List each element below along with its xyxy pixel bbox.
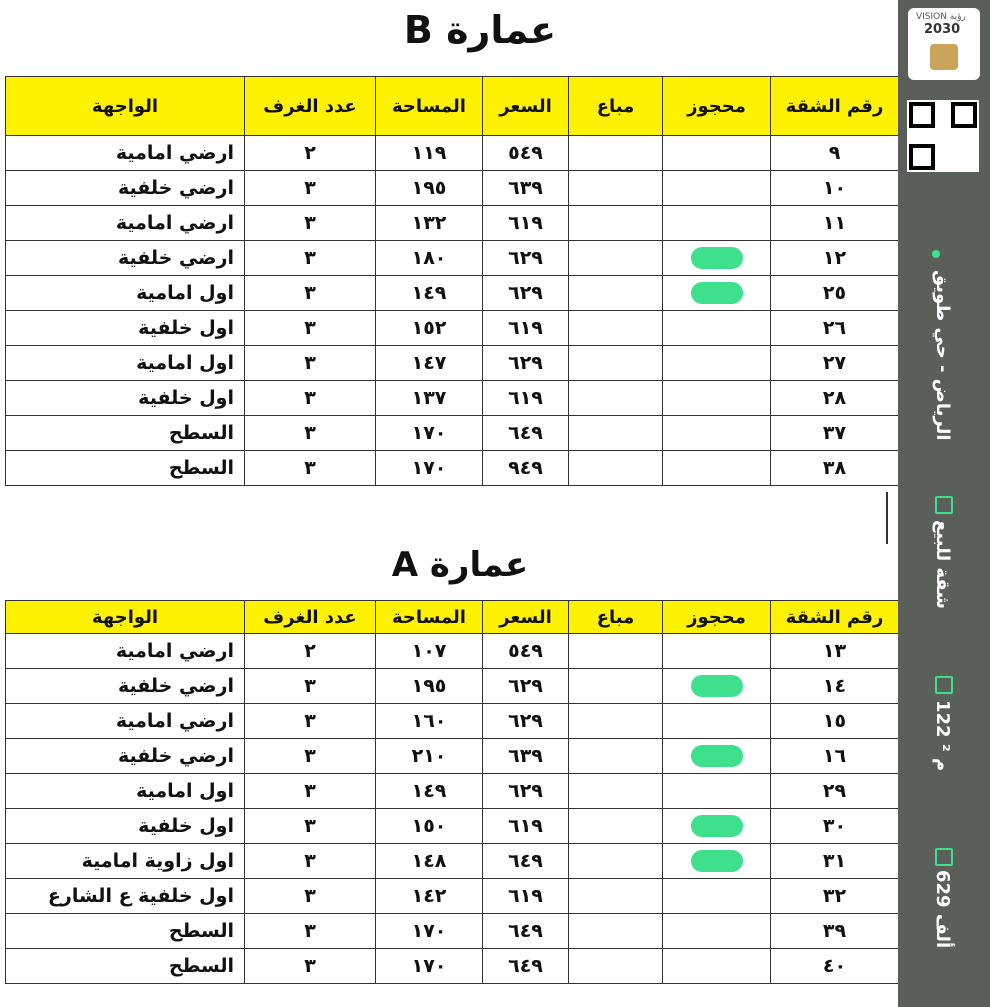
price-cell: ٦١٩ (483, 311, 569, 346)
sold-cell (569, 774, 663, 809)
rooms-cell: ٢ (245, 136, 376, 171)
area-cell: ١٣٧ (376, 381, 483, 416)
rooms-cell: ٣ (245, 276, 376, 311)
rooms-cell: ٣ (245, 704, 376, 739)
price-cell: ٦٢٩ (483, 669, 569, 704)
reserved-cell (663, 879, 771, 914)
price-cell: ٦١٩ (483, 206, 569, 241)
reserved-cell (663, 949, 771, 984)
sold-cell (569, 914, 663, 949)
apt-number-cell: ١٢ (771, 241, 899, 276)
table-header-row (6, 601, 899, 634)
reserved-cell (663, 206, 771, 241)
price-cell: ٦٣٩ (483, 171, 569, 206)
col-area: المساحة (376, 77, 483, 136)
rooms-cell: ٣ (245, 241, 376, 276)
building-b-table (5, 76, 899, 486)
reserved-cell (663, 844, 771, 879)
rooms-cell: ٣ (245, 206, 376, 241)
price-cell: ٦٢٩ (483, 774, 569, 809)
rooms-cell: ٣ (245, 416, 376, 451)
apt-number-cell: ٣٠ (771, 809, 899, 844)
price-cell: ٥٤٩ (483, 136, 569, 171)
location-label: الرياض - حي طويق (932, 270, 953, 441)
rooms-cell: ٣ (245, 949, 376, 984)
area-cell: ١٤٢ (376, 879, 483, 914)
table-row (6, 634, 899, 669)
area-icon (935, 676, 953, 694)
table-row (6, 416, 899, 451)
table-row (6, 879, 899, 914)
sold-cell (569, 311, 663, 346)
area-cell: ٢١٠ (376, 739, 483, 774)
col-area: المساحة (376, 601, 483, 634)
reserved-cell (663, 634, 771, 669)
apt-number-cell: ١٤ (771, 669, 899, 704)
reserved-cell (663, 739, 771, 774)
facade-cell: اول امامية (6, 774, 245, 809)
facade-cell: ارضي خلفية (6, 241, 245, 276)
table-row (6, 311, 899, 346)
table-row (6, 346, 899, 381)
table-row (6, 774, 899, 809)
area-cell: ١٣٢ (376, 206, 483, 241)
apt-number-cell: ٩ (771, 136, 899, 171)
reserved-cell (663, 136, 771, 171)
building-a-title: عمارة A (391, 545, 529, 585)
price-cell: ٦٤٩ (483, 416, 569, 451)
price-cell: ٦٤٩ (483, 949, 569, 984)
area-cell: ١٤٩ (376, 774, 483, 809)
area-cell: ١٧٠ (376, 451, 483, 486)
rooms-cell: ٣ (245, 739, 376, 774)
apt-number-cell: ٣١ (771, 844, 899, 879)
sold-cell (569, 416, 663, 451)
rooms-cell: ٢ (245, 634, 376, 669)
facade-cell: السطح (6, 416, 245, 451)
table-row (6, 809, 899, 844)
table-header-row (6, 77, 899, 136)
price-cell: ٦٤٩ (483, 914, 569, 949)
facade-cell: اول امامية (6, 346, 245, 381)
area-cell: ١٤٧ (376, 346, 483, 381)
area-cell: ١٥٢ (376, 311, 483, 346)
price-cell: ٦٣٩ (483, 739, 569, 774)
logo-vision-text: VISION رؤية (916, 12, 966, 22)
building-b-title: عمارة B (403, 8, 557, 52)
rooms-cell: ٣ (245, 844, 376, 879)
apt-number-cell: ٢٩ (771, 774, 899, 809)
price-tag-icon (935, 848, 953, 866)
table-row (6, 381, 899, 416)
price-cell: ٥٤٩ (483, 634, 569, 669)
price-cell: ٦٢٩ (483, 276, 569, 311)
rooms-cell: ٣ (245, 171, 376, 206)
rooms-cell: ٣ (245, 914, 376, 949)
reserved-cell (663, 669, 771, 704)
sold-cell (569, 276, 663, 311)
apt-number-cell: ٣٨ (771, 451, 899, 486)
reserved-cell (663, 451, 771, 486)
apt-number-cell: ٢٧ (771, 346, 899, 381)
col-price: السعر (483, 77, 569, 136)
col-sold: مباع (569, 601, 663, 634)
facade-cell: اول خلفية (6, 809, 245, 844)
reserved-marker-icon (691, 815, 743, 837)
facade-cell: ارضي امامية (6, 206, 245, 241)
price-cell: ٦٢٩ (483, 704, 569, 739)
reserved-marker-icon (691, 247, 743, 269)
sold-cell (569, 381, 663, 416)
reserved-cell (663, 346, 771, 381)
reserved-cell (663, 276, 771, 311)
area-cell: ١١٩ (376, 136, 483, 171)
table-row (6, 451, 899, 486)
apt-number-cell: ٣٩ (771, 914, 899, 949)
rooms-cell: ٣ (245, 879, 376, 914)
vision-2030-logo (908, 8, 980, 80)
facade-cell: اول خلفية ع الشارع (6, 879, 245, 914)
price-cell: ٦٢٩ (483, 346, 569, 381)
facade-cell: ارضي خلفية (6, 669, 245, 704)
col-price: السعر (483, 601, 569, 634)
rooms-cell: ٣ (245, 774, 376, 809)
reserved-cell (663, 241, 771, 276)
sold-cell (569, 739, 663, 774)
table-row (6, 241, 899, 276)
facade-cell: ارضي خلفية (6, 171, 245, 206)
sold-cell (569, 241, 663, 276)
col-facade: الواجهة (6, 77, 245, 136)
location-pin-icon (932, 250, 940, 258)
rooms-cell: ٣ (245, 809, 376, 844)
facade-cell: اول زاوية امامية (6, 844, 245, 879)
facade-cell: السطح (6, 949, 245, 984)
table-row (6, 949, 899, 984)
facade-cell: ارضي امامية (6, 634, 245, 669)
sold-cell (569, 844, 663, 879)
price-cell: ٦٢٩ (483, 241, 569, 276)
apt-number-cell: ٢٦ (771, 311, 899, 346)
sold-cell (569, 206, 663, 241)
reserved-cell (663, 809, 771, 844)
area-cell: ١٧٠ (376, 949, 483, 984)
area-cell: ١٦٠ (376, 704, 483, 739)
price-cell: ٦١٩ (483, 809, 569, 844)
building-a-table (5, 600, 899, 984)
property-type-label: شقة للبيع (932, 520, 953, 609)
area-cell: ١٧٠ (376, 914, 483, 949)
rooms-cell: ٣ (245, 346, 376, 381)
reserved-marker-icon (691, 675, 743, 697)
emblem-icon (930, 44, 958, 70)
facade-cell: السطح (6, 451, 245, 486)
reserved-cell (663, 774, 771, 809)
table-row (6, 136, 899, 171)
apt-number-cell: ١١ (771, 206, 899, 241)
sold-cell (569, 669, 663, 704)
price-cell: ٦١٩ (483, 879, 569, 914)
sold-cell (569, 171, 663, 206)
reserved-cell (663, 171, 771, 206)
sold-cell (569, 879, 663, 914)
sold-cell (569, 346, 663, 381)
apt-number-cell: ١٠ (771, 171, 899, 206)
col-rooms: عدد الغرف (245, 77, 376, 136)
qr-code-icon[interactable] (907, 100, 979, 172)
area-cell: ١٤٩ (376, 276, 483, 311)
col-rooms: عدد الغرف (245, 601, 376, 634)
reserved-cell (663, 416, 771, 451)
apt-number-cell: ١٥ (771, 704, 899, 739)
col-reserved: محجوز (663, 601, 771, 634)
apt-number-cell: ٢٥ (771, 276, 899, 311)
area-label: 122 م ² (932, 700, 953, 772)
reserved-cell (663, 704, 771, 739)
facade-cell: اول خلفية (6, 381, 245, 416)
col-sold: مباع (569, 77, 663, 136)
area-cell: ١٧٠ (376, 416, 483, 451)
reserved-cell (663, 914, 771, 949)
col-apt-number: رقم الشقة (771, 601, 899, 634)
rooms-cell: ٣ (245, 381, 376, 416)
apt-number-cell: ١٦ (771, 739, 899, 774)
rooms-cell: ٣ (245, 451, 376, 486)
facade-cell: ارضي امامية (6, 704, 245, 739)
facade-cell: اول خلفية (6, 311, 245, 346)
col-apt-number: رقم الشقة (771, 77, 899, 136)
reserved-cell (663, 381, 771, 416)
divider-line (886, 492, 888, 544)
price-label: 629 ألف (932, 870, 953, 949)
sold-cell (569, 949, 663, 984)
sold-cell (569, 634, 663, 669)
area-cell: ١٩٥ (376, 669, 483, 704)
area-cell: ١٨٠ (376, 241, 483, 276)
sold-cell (569, 451, 663, 486)
sold-cell (569, 704, 663, 739)
facade-cell: اول امامية (6, 276, 245, 311)
sold-cell (569, 809, 663, 844)
logo-year-text: 2030 (924, 22, 961, 37)
table-row (6, 739, 899, 774)
area-cell: ١٠٧ (376, 634, 483, 669)
apt-number-cell: ٣٧ (771, 416, 899, 451)
apt-number-cell: ٣٢ (771, 879, 899, 914)
table-row (6, 171, 899, 206)
building-icon (935, 496, 953, 514)
qr-corner-icon (909, 144, 935, 170)
table-row (6, 704, 899, 739)
reserved-cell (663, 311, 771, 346)
table-row (6, 276, 899, 311)
area-cell: ١٥٠ (376, 809, 483, 844)
price-cell: ٦١٩ (483, 381, 569, 416)
apt-number-cell: ٤٠ (771, 949, 899, 984)
apt-number-cell: ٢٨ (771, 381, 899, 416)
area-cell: ١٤٨ (376, 844, 483, 879)
table-row (6, 914, 899, 949)
table-row (6, 206, 899, 241)
facade-cell: ارضي خلفية (6, 739, 245, 774)
qr-corner-icon (909, 102, 935, 128)
reserved-marker-icon (691, 850, 743, 872)
col-reserved: محجوز (663, 77, 771, 136)
sold-cell (569, 136, 663, 171)
facade-cell: ارضي امامية (6, 136, 245, 171)
area-cell: ١٩٥ (376, 171, 483, 206)
col-facade: الواجهة (6, 601, 245, 634)
reserved-marker-icon (691, 745, 743, 767)
facade-cell: السطح (6, 914, 245, 949)
rooms-cell: ٣ (245, 311, 376, 346)
price-cell: ٦٤٩ (483, 844, 569, 879)
apt-number-cell: ١٣ (771, 634, 899, 669)
rooms-cell: ٣ (245, 669, 376, 704)
reserved-marker-icon (691, 282, 743, 304)
table-row (6, 669, 899, 704)
qr-corner-icon (951, 102, 977, 128)
price-cell: ٩٤٩ (483, 451, 569, 486)
table-row (6, 844, 899, 879)
